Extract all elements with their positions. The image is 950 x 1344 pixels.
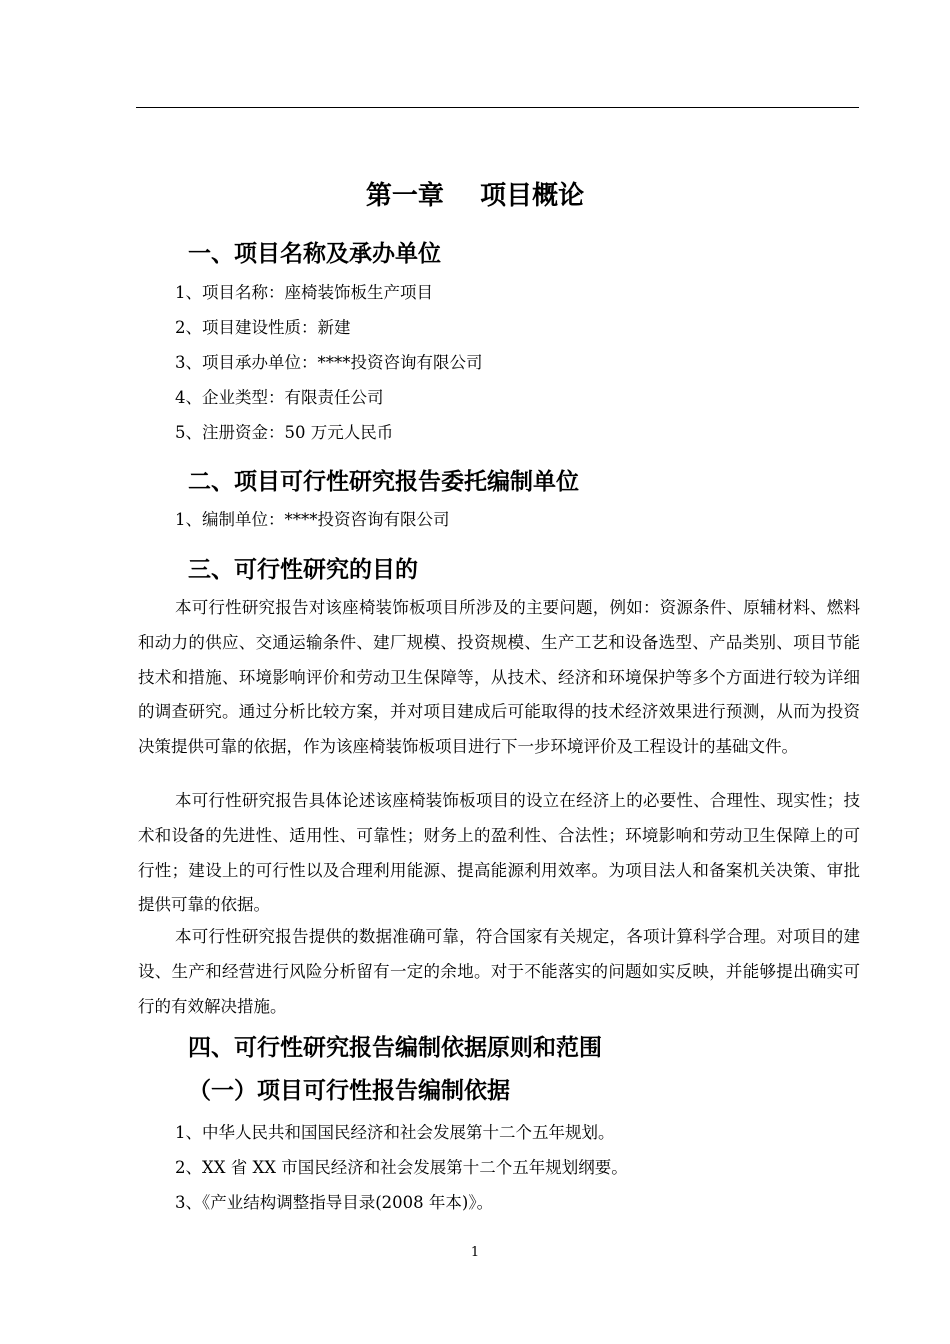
header-rule — [136, 107, 859, 108]
section-heading-basis: 四、可行性研究报告编制依据原则和范围 — [188, 1035, 602, 1061]
body-paragraph: 本可行性研究报告对该座椅装饰板项目所涉及的主要问题，例如：资源条件、原辅材料、燃料和动力的供应、交通运输条件、建厂规模、投资规模、生产工艺和设备选型、产品类别、项目节能技术和措施、环境影响评价和劳动卫生保障等，从技术、经济和环境保护等多个方面进行较为详细的调查研究。通过分析比较方案，并对项目建成后可能取得的技术经济效果进行预测，从而为投资决策提供可靠的依据，作为该座椅装饰板项目进行下一步环境评价及工程设计的基础文件。 — [138, 598, 860, 757]
list-item: 4、企业类型：有限责任公司 — [175, 388, 384, 407]
list-item: 1、中华人民共和国国民经济和社会发展第十二个五年规划。 — [175, 1123, 615, 1142]
body-paragraph: 本可行性研究报告提供的数据准确可靠，符合国家有关规定，各项计算科学合理。对项目的建设、生产和经营进行风险分析留有一定的余地。对于不能落实的问题如实反映，并能够提出确实可行的有效解决措施。 — [138, 927, 860, 1016]
section-heading-purpose: 三、可行性研究的目的 — [188, 557, 418, 583]
section-heading-compiler: 二、项目可行性研究报告委托编制单位 — [188, 469, 579, 495]
list-item: 2、项目建设性质：新建 — [175, 318, 351, 337]
list-item: 3、项目承办单位：****投资咨询有限公司 — [175, 353, 483, 372]
list-item: 1、编制单位：****投资咨询有限公司 — [175, 510, 450, 529]
list-item: 2、XX 省 XX 市国民经济和社会发展第十二个五年规划纲要。 — [175, 1158, 628, 1177]
list-item: 1、项目名称：座椅装饰板生产项目 — [175, 283, 433, 302]
section-heading-project-name: 一、项目名称及承办单位 — [188, 241, 441, 267]
subsection-heading: （一）项目可行性报告编制依据 — [188, 1078, 510, 1104]
page-number: 1 — [470, 1245, 480, 1260]
body-paragraph: 本可行性研究报告具体论述该座椅装饰板项目的设立在经济上的必要性、合理性、现实性；技术和设备的先进性、适用性、可靠性；财务上的盈利性、合法性；环境影响和劳动卫生保障上的可行性；建设上的可行性以及合理利用能源、提高能源利用效率。为项目法人和备案机关决策、审批提供可靠的依据。 — [138, 791, 860, 915]
list-item: 3、《产业结构调整指导目录(2008 年本)》。 — [175, 1193, 494, 1212]
list-item: 5、注册资金：50 万元人民币 — [175, 423, 394, 442]
chapter-title: 第一章 项目概论 — [365, 181, 585, 211]
